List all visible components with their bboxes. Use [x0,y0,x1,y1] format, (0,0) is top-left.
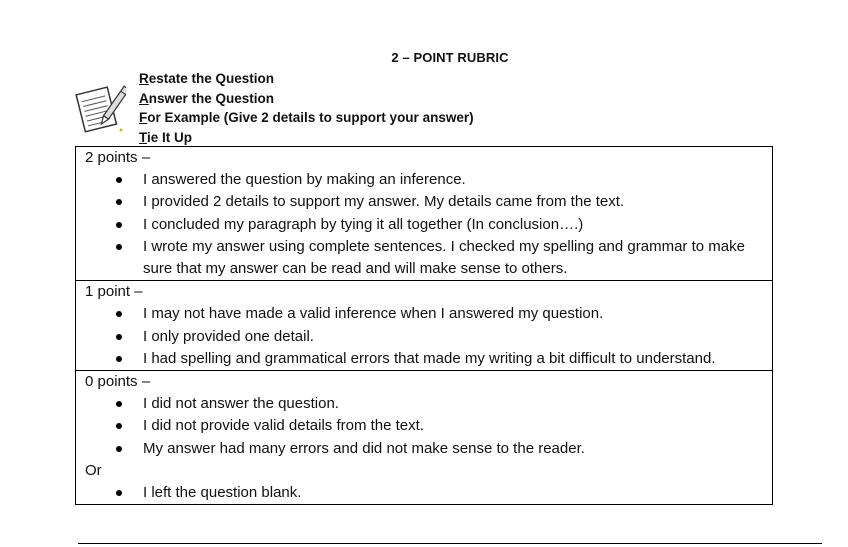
rubric-section-2-points [76,147,772,280]
criterion-item: I only provided one detail. [76,326,772,348]
criterion-item: I wrote my answer using complete sentences. I checked my spelling and grammar to make sure that my answer can be read and will make sense to others. [76,236,772,280]
criterion-item: My answer had many errors and did not make sense to the reader. [76,438,772,460]
criterion-item: I may not have made a valid inference when I answered my question. [76,303,772,325]
criterion-item: I had spelling and grammatical errors that made my writing a bit difficult to understand. [76,348,772,370]
section-heading: 0 points – [85,373,151,391]
criteria-list [76,303,772,370]
criterion-item: I concluded my paragraph by tying it all together (In conclusion….) [76,214,772,236]
answer-line [78,543,822,544]
rubric-section-1-point [76,280,772,370]
step-restate: Restate the Question [139,71,275,86]
criteria-list [76,393,772,460]
rubric-table [75,146,773,505]
criteria-list [76,482,772,504]
page-title: 2 – POINT RUBRIC [391,50,509,65]
step-answer: Answer the Question [139,90,275,106]
step-example: For Example (Give 2 details to support your answer) [139,110,474,125]
section-heading: 2 points – [85,149,151,166]
section-heading: 1 point – [85,283,143,301]
rates-steps [139,69,474,147]
step-tie-up: Tie It Up [139,129,193,145]
criterion-item: I left the question blank. [76,482,772,504]
criterion-item: I did not provide valid details from the text. [76,415,772,437]
criteria-list [76,169,772,280]
rubric-section-0-points [76,370,772,504]
or-label: Or [85,461,102,479]
criterion-item: I answered the question by making an inference. [76,169,772,191]
criterion-item: I provided 2 details to support my answer. My details came from the text. [76,191,772,213]
criterion-item: I did not answer the question. [76,393,772,415]
notepad-pencil-icon [74,82,126,134]
